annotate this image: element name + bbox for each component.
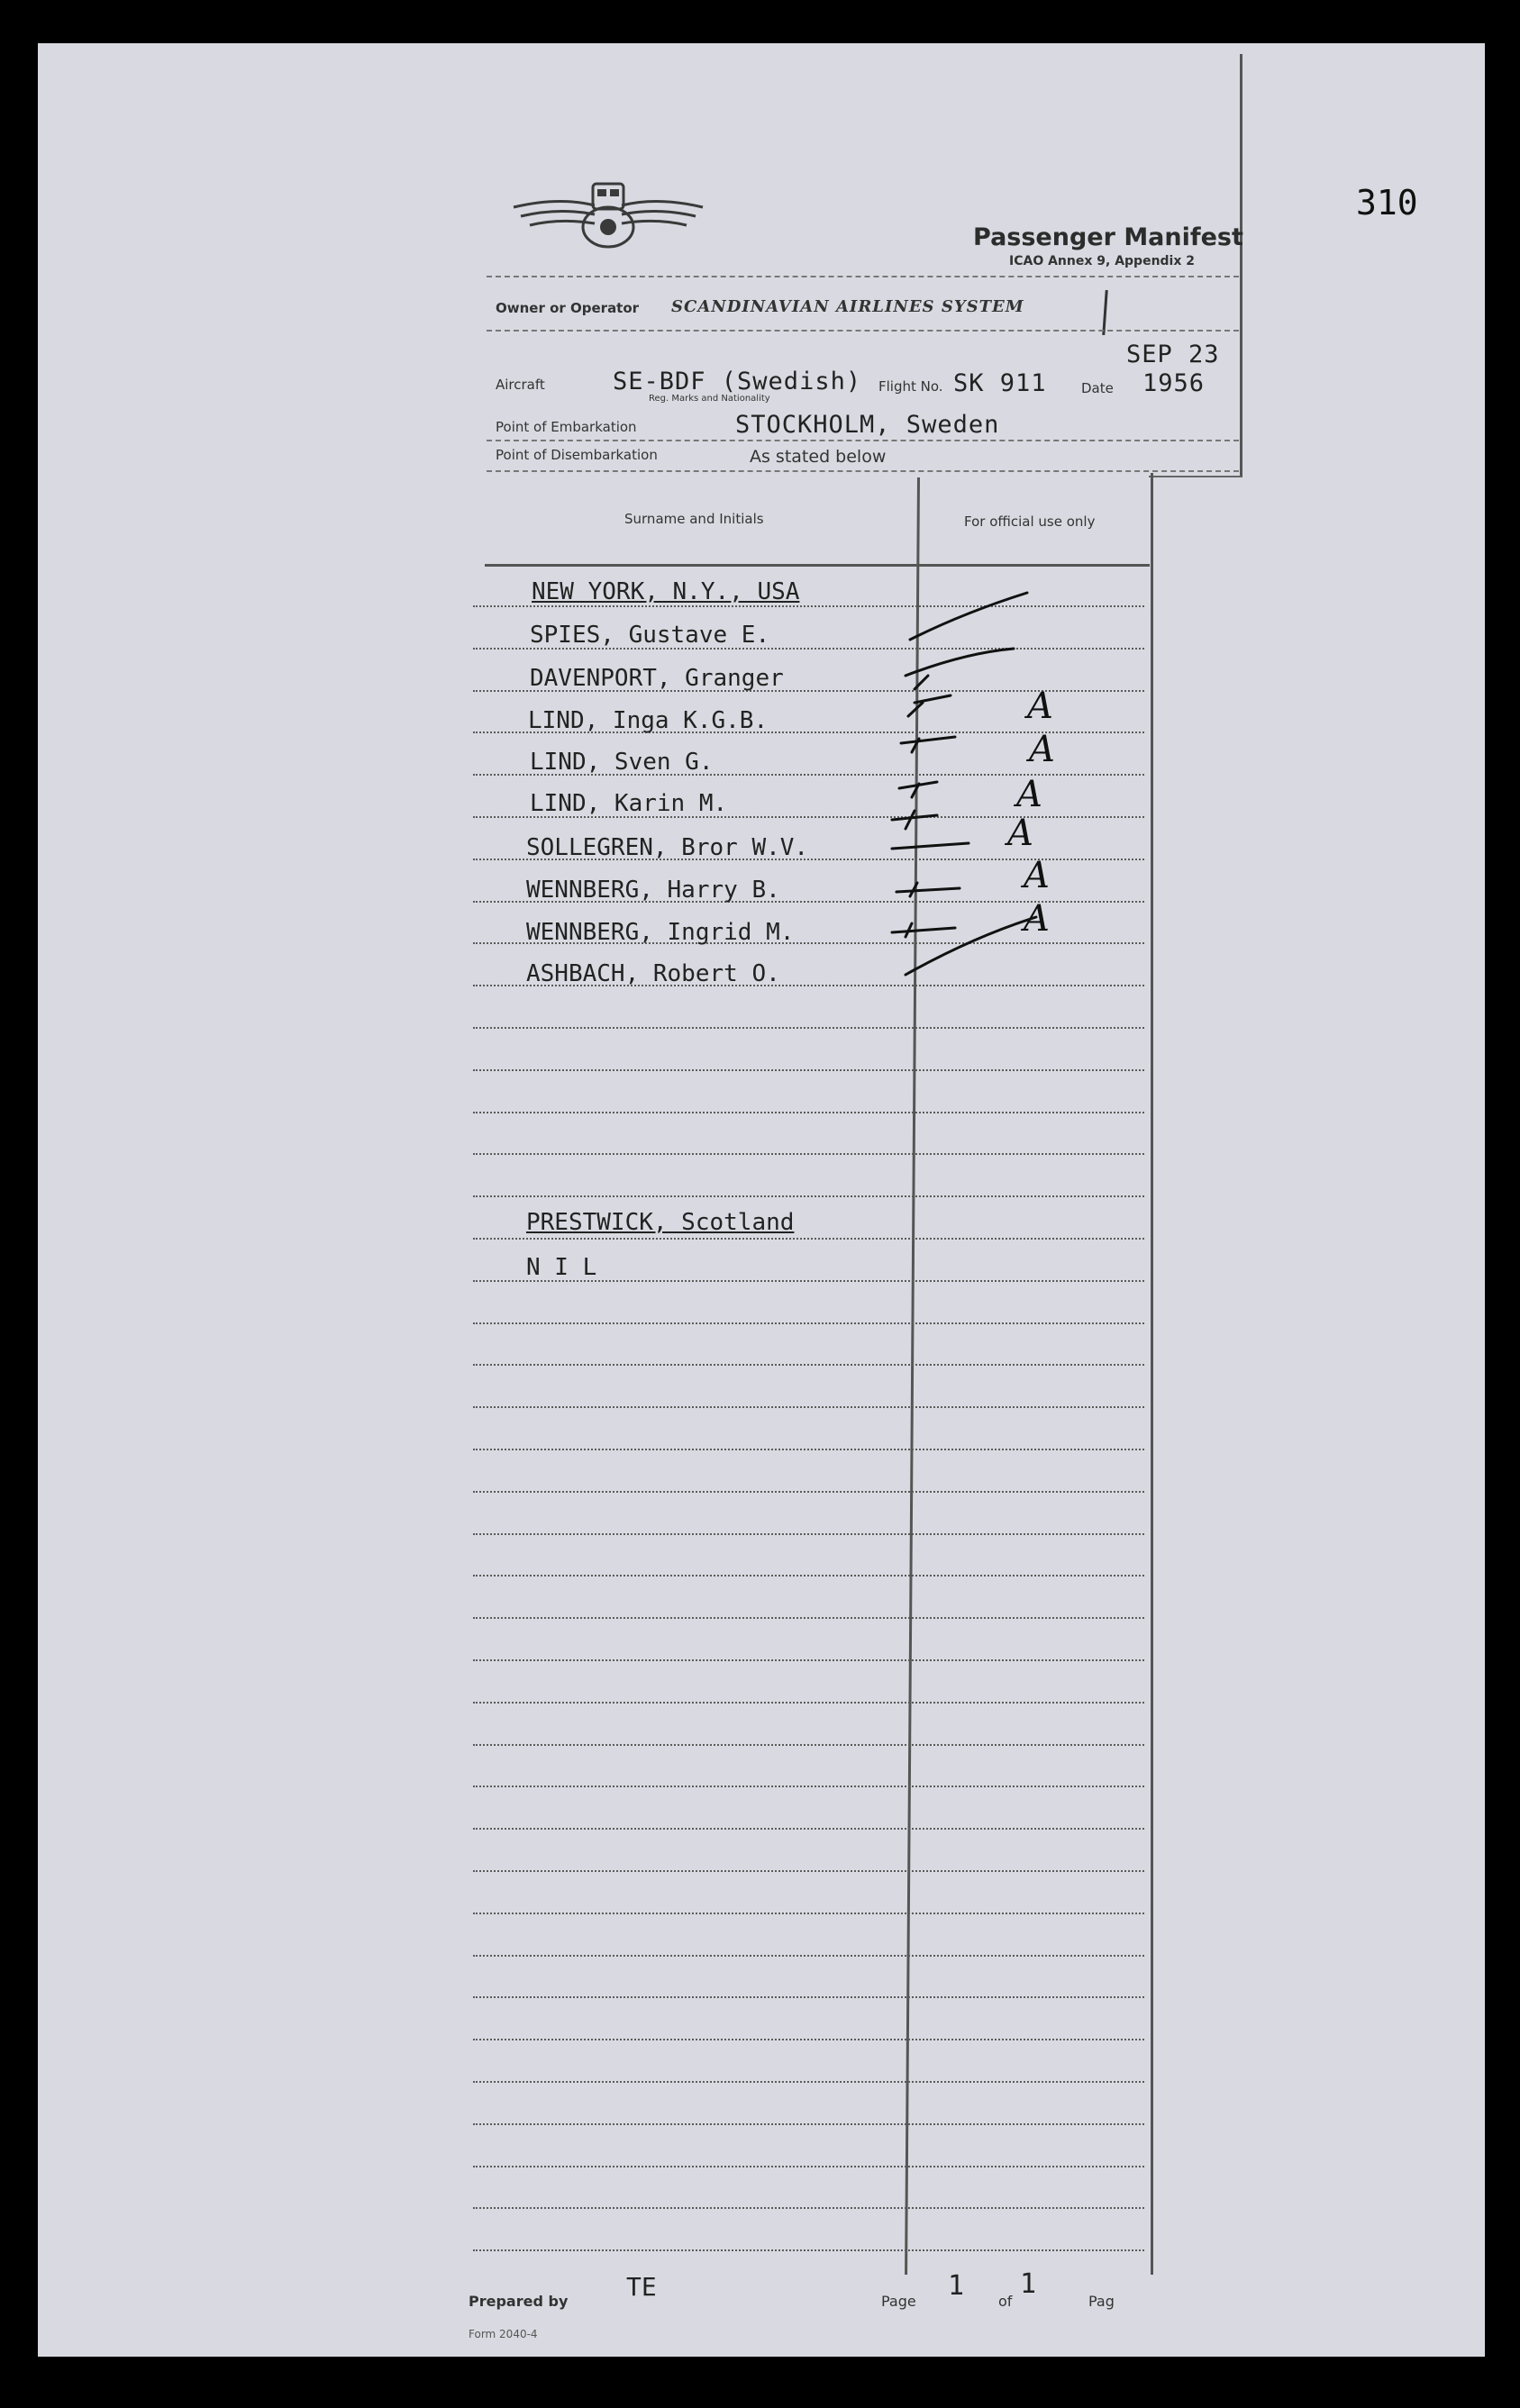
ruled-line	[473, 2039, 1144, 2040]
ruled-line	[473, 1406, 1144, 1408]
disembarkation-rule	[487, 470, 1239, 472]
official-mark: A	[1016, 774, 1042, 815]
column-header-surname: Surname and Initials	[624, 511, 764, 527]
passenger-name: ASHBACH, Robert O.	[526, 960, 780, 987]
header-rule	[487, 276, 1239, 277]
embarkation-label: Point of Embarkation	[496, 419, 637, 435]
ruled-line	[473, 1364, 1144, 1366]
date-year: 1956	[1142, 369, 1206, 397]
aircraft-value: SE-BDF (Swedish)	[613, 368, 862, 395]
passenger-name: N I L	[526, 1254, 597, 1281]
aircraft-label: Aircraft	[496, 377, 545, 393]
page-label: Page	[881, 2293, 916, 2310]
ruled-line	[473, 1786, 1144, 1787]
official-mark: A	[1024, 898, 1050, 940]
reg-marks-label: Reg. Marks and Nationality	[649, 394, 770, 404]
destination-heading: NEW YORK, N.Y., USA	[532, 578, 800, 605]
ruled-line	[473, 2249, 1144, 2251]
passenger-name: LIND, Karin M.	[530, 790, 728, 817]
ruled-line	[473, 2207, 1144, 2209]
page-value: 1	[948, 2270, 965, 2302]
passenger-name: WENNBERG, Harry B.	[526, 877, 780, 904]
ruled-line	[473, 2166, 1144, 2167]
passenger-name: WENNBERG, Ingrid M.	[526, 919, 795, 946]
ruled-line	[473, 2123, 1144, 2125]
form-header-step	[1149, 476, 1242, 477]
column-header-rule	[485, 564, 1150, 567]
owner-label: Owner or Operator	[496, 300, 640, 316]
ruled-line	[473, 1322, 1144, 1324]
ruled-line	[473, 2081, 1144, 2083]
destination-heading: PRESTWICK, Scotland	[526, 1209, 795, 1236]
passenger-name: SPIES, Gustave E.	[530, 622, 770, 649]
pages-label: Pag	[1088, 2293, 1115, 2310]
passenger-name: DAVENPORT, Granger	[530, 665, 784, 692]
passenger-name: LIND, Inga K.G.B.	[528, 707, 769, 734]
ruled-line	[473, 1996, 1144, 1998]
ruled-line	[473, 1533, 1144, 1535]
of-label: of	[998, 2293, 1013, 2310]
prepared-by-value: TE	[626, 2272, 657, 2302]
ruled-line	[473, 1702, 1144, 1704]
owner-rule	[487, 330, 1239, 332]
ruled-line	[473, 1449, 1144, 1450]
official-mark: A	[1029, 729, 1055, 770]
disembarkation-value: As stated below	[750, 447, 887, 467]
ruled-line	[473, 1870, 1144, 1872]
ruled-line	[473, 1195, 1144, 1197]
column-header-official-use: For official use only	[964, 513, 1096, 530]
date-month-day: SEP 23	[1126, 341, 1220, 368]
ruled-line	[473, 1744, 1144, 1746]
embarkation-rule	[487, 440, 1239, 441]
ruled-line	[473, 1659, 1144, 1661]
passenger-name: SOLLEGREN, Bror W.V.	[526, 834, 809, 861]
ruled-line	[473, 1238, 1144, 1240]
flight-label: Flight No.	[878, 378, 943, 395]
passenger-name: LIND, Sven G.	[530, 749, 714, 776]
ruled-line	[473, 1027, 1144, 1029]
ruled-line	[473, 1491, 1144, 1493]
ruled-line	[473, 1828, 1144, 1830]
ruled-line	[473, 1575, 1144, 1577]
date-label: Date	[1081, 380, 1114, 396]
form-code: Form 2040-4	[469, 2328, 538, 2340]
page-number: 310	[1356, 183, 1418, 223]
ruled-line	[473, 1153, 1144, 1155]
ruled-line	[473, 1955, 1144, 1957]
ruled-line	[473, 1112, 1144, 1113]
flight-value: SK 911	[953, 369, 1047, 397]
operator-value: SCANDINAVIAN AIRLINES SYSTEM	[671, 297, 1024, 316]
page-total-value: 1	[1020, 2268, 1037, 2300]
sas-wings-logo-icon	[505, 171, 712, 270]
ruled-line	[473, 1069, 1144, 1071]
manifest-title: Passenger Manifest	[973, 223, 1243, 251]
ruled-line	[473, 1913, 1144, 1914]
icao-reference: ICAO Annex 9, Appendix 2	[1009, 254, 1196, 268]
official-mark: A	[1024, 855, 1050, 896]
disembarkation-label: Point of Disembarkation	[496, 447, 658, 463]
official-check-marks	[865, 586, 1099, 991]
embarkation-value: STOCKHOLM, Sweden	[735, 411, 1000, 439]
prepared-by-label: Prepared by	[469, 2293, 569, 2310]
official-mark: A	[1007, 813, 1033, 854]
official-mark: A	[1027, 686, 1053, 727]
ruled-line	[473, 1617, 1144, 1619]
